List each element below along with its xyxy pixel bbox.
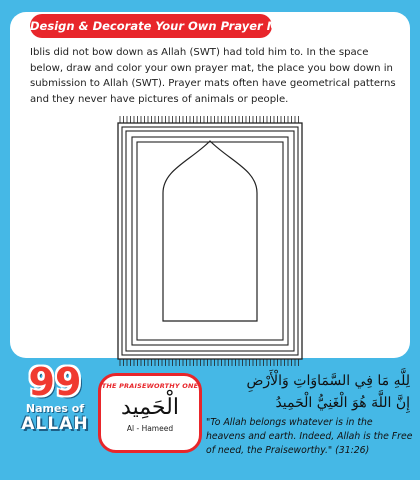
verse-translation: "To Allah belongs whatever is in the heavens and earth. Indeed, Allah is the Free of need, the Praiseworthy." (31:26) <box>206 417 413 456</box>
verse-arabic <box>210 370 410 414</box>
mat-fringe-top <box>120 116 299 123</box>
verse-arabic-line-2: إِنَّ اللَّهَ هُوَ الْغَنِيُّ الْحَمِيدُ <box>275 395 410 411</box>
mat-outer-border <box>118 123 302 359</box>
footer-band <box>0 358 420 480</box>
name-transliteration: Al - Hameed <box>126 424 174 433</box>
name-card <box>98 373 202 453</box>
name-english: THE PRAISEWORTHY ONE <box>101 382 199 390</box>
name-arabic: الْحَمِيد <box>121 395 179 420</box>
instructions-text: Iblis did not bow down as Allah (SWT) had told him to. In the space below, draw and color your own prayer mat, the place you bow down in submission to Allah (SWT). Prayer mats often have geometrical patterns and they never have pictures of animals or people. <box>30 47 396 105</box>
logo-subtitle: Names of <box>25 402 85 415</box>
99-names-logo <box>10 362 100 436</box>
verse-arabic-line-1: لِلَّهِ مَا فِي السَّمَاوَاتِ وَالْأَرْضِ <box>246 373 410 389</box>
logo-title: ALLAH <box>21 414 89 434</box>
prayer-mat-outline[interactable] <box>110 115 310 367</box>
page-title: Design & Decorate Your Own Prayer Mat <box>30 14 272 38</box>
logo-number: 99 <box>28 360 82 404</box>
